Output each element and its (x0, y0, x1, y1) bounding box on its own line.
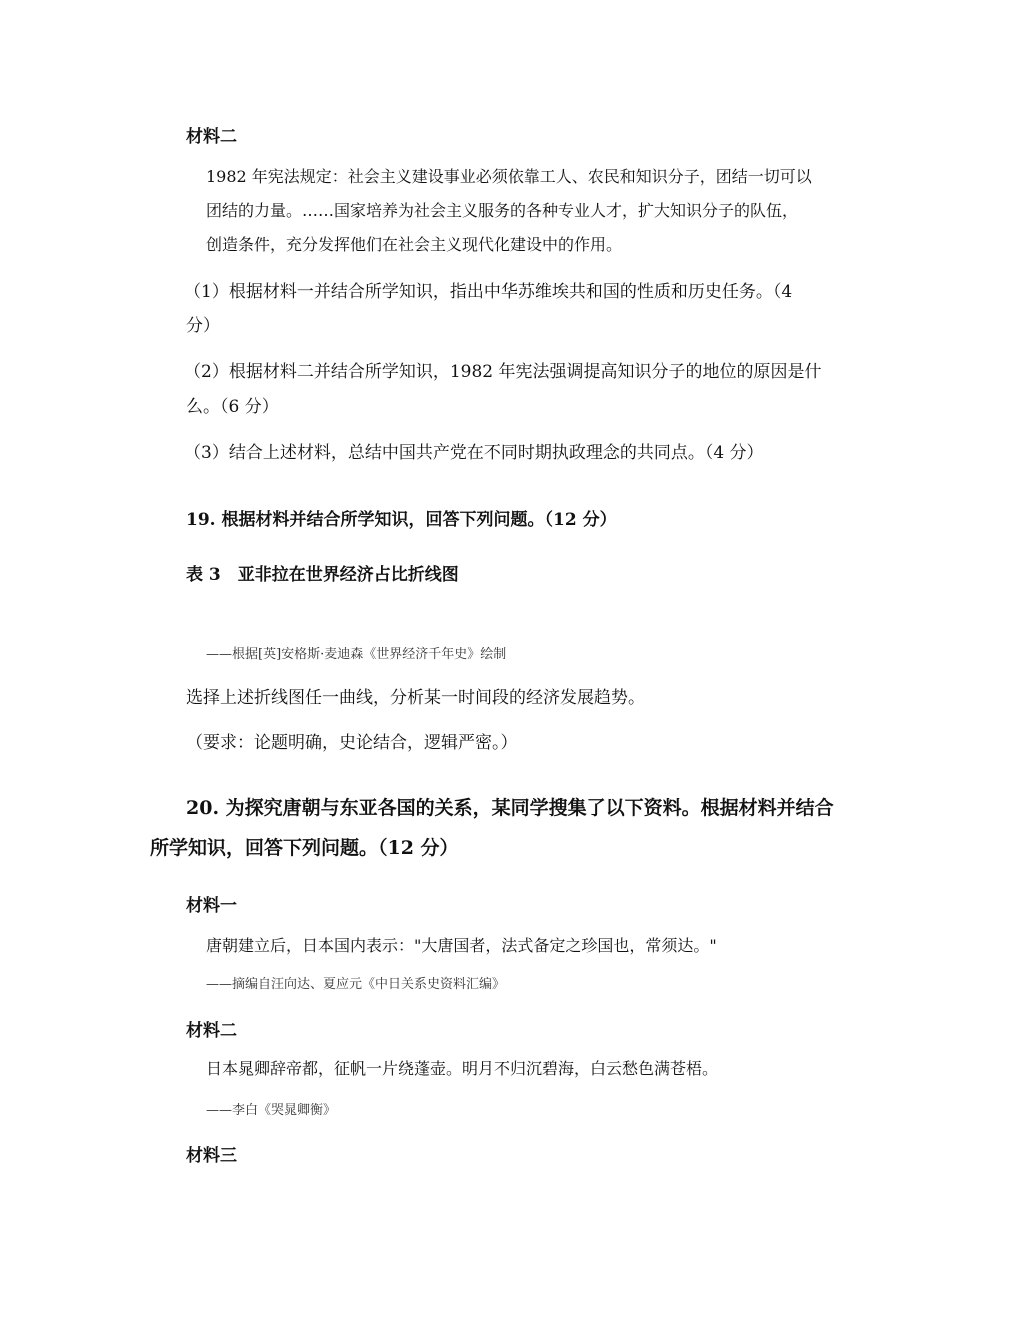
material-2-text-line-2: 团结的力量。……国家培养为社会主义服务的各种专业人才，扩大知识分子的队伍， (206, 201, 799, 220)
question-1-line-2: 分） (186, 316, 220, 336)
question-3: （3）结合上述材料，总结中国共产党在不同时期执政理念的共同点。（4 分） (184, 443, 764, 463)
table-3-caption: 表 3 亚非拉在世界经济占比折线图 (186, 565, 459, 585)
question-2-line-1: （2）根据材料二并结合所学知识，1982 年宪法强调提高知识分子的地位的原因是什 (184, 362, 822, 382)
material-2b-source: ——李白《哭晁卿衡》 (206, 1103, 337, 1118)
chart-source-note: ——根据[英]安格斯·麦迪森《世界经济千年史》绘制 (206, 647, 507, 662)
material-1-source: ——摘编自汪向达、夏应元《中日关系史资料汇编》 (206, 977, 506, 992)
question-20-heading-line-1: 20. 为探究唐朝与东亚各国的关系，某同学搜集了以下资料。根据材料并结合 (186, 797, 834, 819)
material-2-heading: 材料二 (186, 127, 237, 147)
material-1-text: 唐朝建立后，日本国内表示："大唐国者，法式备定之珍国也，常须达。" (206, 936, 717, 955)
question-19-requirements: （要求：论题明确，史论结合，逻辑严密。） (186, 733, 518, 753)
question-19-heading: 19. 根据材料并结合所学知识，回答下列问题。（12 分） (186, 510, 617, 530)
question-2-line-2: 么。（6 分） (186, 397, 279, 417)
material-2b-heading: 材料二 (186, 1021, 237, 1041)
question-19-instruction: 选择上述折线图任一曲线，分析某一时间段的经济发展趋势。 (186, 688, 645, 708)
material-3-heading: 材料三 (186, 1146, 237, 1166)
material-2b-text: 日本晁卿辞帝都，征帆一片绕蓬壶。明月不归沉碧海，白云愁色满苍梧。 (206, 1059, 719, 1078)
material-2-text-line-1: 1982 年宪法规定：社会主义建设事业必须依靠工人、农民和知识分子，团结一切可以 (206, 167, 812, 186)
question-1-line-1: （1）根据材料一并结合所学知识，指出中华苏维埃共和国的性质和历史任务。（4 (184, 282, 793, 302)
material-2-text-line-3: 创造条件，充分发挥他们在社会主义现代化建设中的作用。 (206, 235, 623, 254)
question-20-heading-line-2: 所学知识，回答下列问题。（12 分） (150, 837, 459, 859)
material-1-heading: 材料一 (186, 896, 237, 916)
